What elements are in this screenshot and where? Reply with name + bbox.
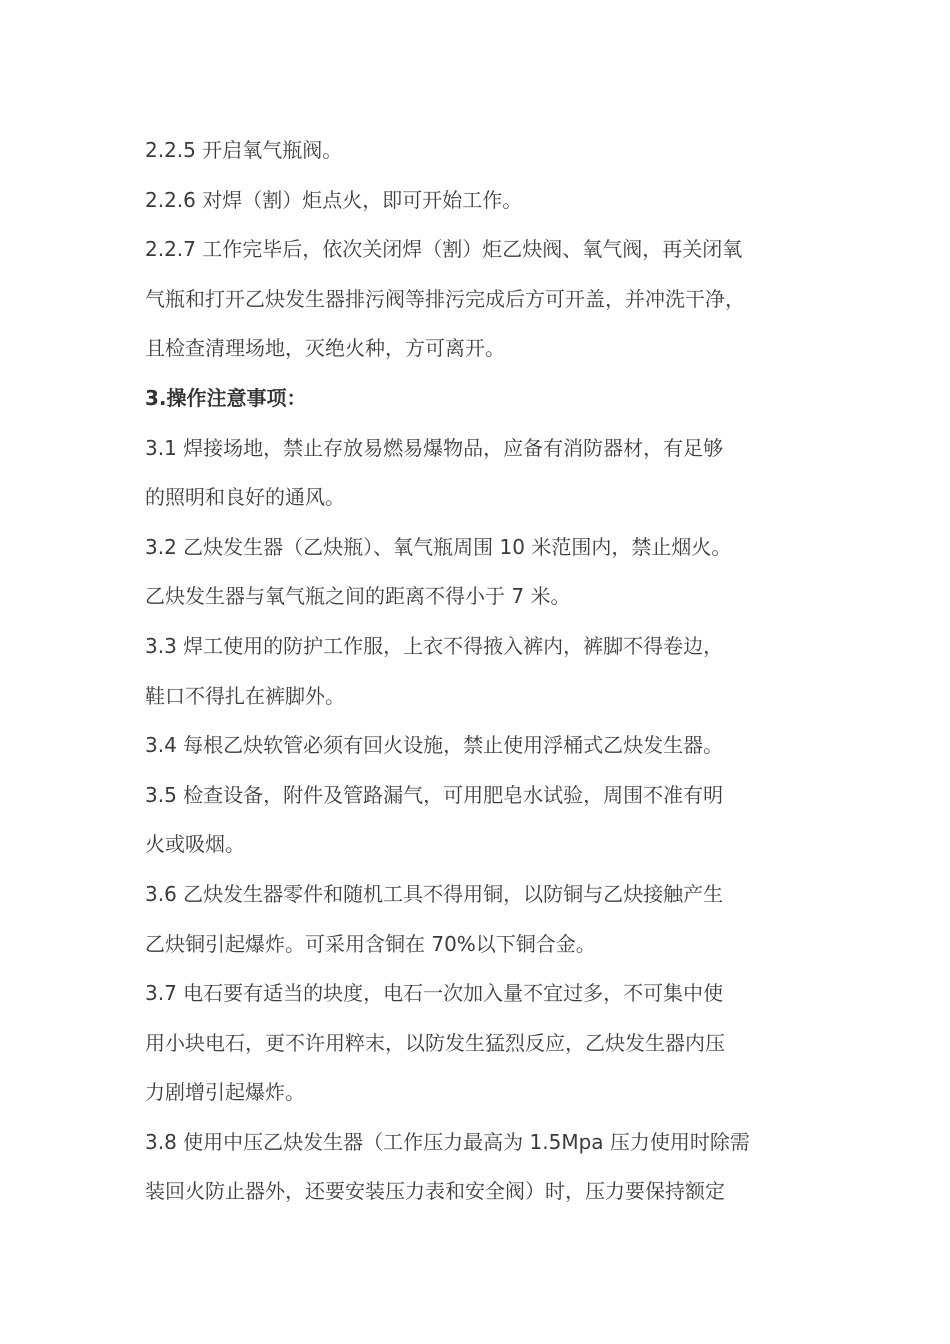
paragraph-line: 且检查清理场地，灭绝火种，方可离开。 — [145, 336, 505, 361]
paragraph-line: 火或吸烟。 — [145, 832, 245, 857]
paragraph-line: 气瓶和打开乙炔发生器排污阀等排污完成后方可开盖，并冲洗干净， — [145, 286, 745, 311]
item-3-1: 3.1 焊接场地，禁止存放易燃易爆物品，应备有消防器材，有足够 — [145, 435, 724, 460]
step-2-2-6: 2.2.6 对焊（割）炬点火，即可开始工作。 — [145, 187, 523, 212]
step-2-2-7: 2.2.7 工作完毕后，依次关闭焊（割）炬乙炔阀、氧气阀，再关闭氧 — [145, 237, 743, 262]
paragraph-line: 的照明和良好的通风。 — [145, 485, 345, 510]
item-3-5: 3.5 检查设备，附件及管路漏气，可用肥皂水试验，周围不准有明 — [145, 782, 724, 807]
item-3-2: 3.2 乙炔发生器（乙炔瓶）、氧气瓶周围 10 米范围内，禁止烟火。 — [145, 534, 732, 559]
step-2-2-5: 2.2.5 开启氧气瓶阀。 — [145, 138, 343, 162]
item-3-7: 3.7 电石要有适当的块度，电石一次加入量不宜过多，不可集中使 — [145, 981, 724, 1006]
paragraph-line: 乙炔发生器与氧气瓶之间的距离不得小于 7 米。 — [145, 584, 571, 609]
paragraph-line: 装回火防止器外，还要安装压力表和安全阀）时，压力要保持额定 — [145, 1179, 725, 1204]
paragraph-line: 鞋口不得扎在裤脚外。 — [145, 683, 345, 708]
item-3-3: 3.3 焊工使用的防护工作服，上衣不得掖入裤内，裤脚不得卷边， — [145, 633, 724, 658]
item-3-4: 3.4 每根乙炔软管必须有回火设施，禁止使用浮桶式乙炔发生器。 — [145, 733, 724, 758]
paragraph-line: 力剧增引起爆炸。 — [145, 1080, 305, 1105]
section-heading-3: 3.操作注意事项： — [145, 385, 307, 410]
paragraph-line: 乙炔铜引起爆炸。可采用含铜在 70%以下铜合金。 — [145, 931, 596, 956]
item-3-6: 3.6 乙炔发生器零件和随机工具不得用铜，以防铜与乙炔接触产生 — [145, 881, 724, 906]
item-3-8: 3.8 使用中压乙炔发生器（工作压力最高为 1.5Mpa 压力使用时除需 — [145, 1129, 750, 1154]
document-body — [145, 126, 825, 1217]
paragraph-line: 用小块电石，更不许用粹末，以防发生猛烈反应，乙炔发生器内压 — [145, 1030, 725, 1055]
